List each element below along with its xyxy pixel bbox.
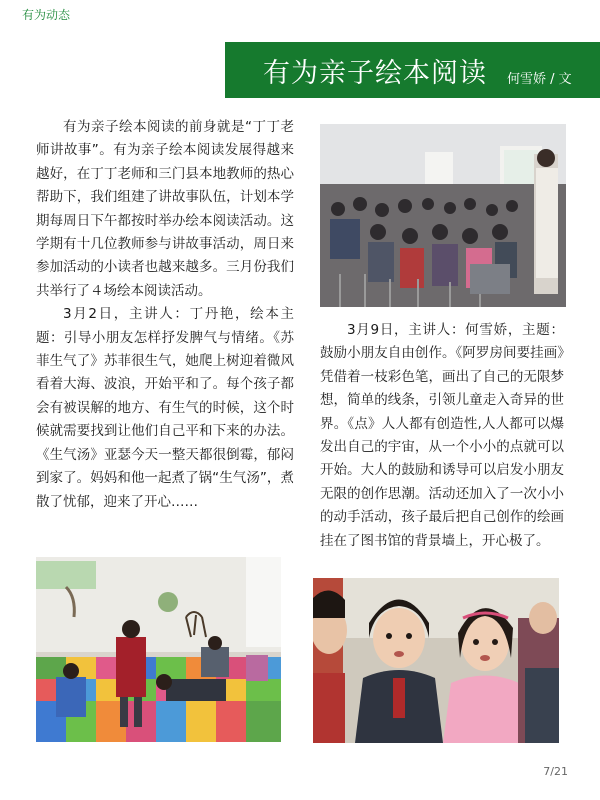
photo-children-closeup: [313, 578, 559, 743]
left-column-text: [36, 116, 294, 546]
article-title: 有为亲子绘本阅读: [263, 57, 487, 89]
right-column-text: [320, 319, 564, 553]
paragraph: 3月2日，主讲人：丁丹艳，绘本主题：引导小朋友怎样抒发脾气与情绪。《苏菲生气了》苏菲很生气，她爬上树迎着微风看着大海、波浪，开始平和了。每个孩子都会有被误解的地方、有生气的时候，这个时候就需要找到让他们自己平和下来的办法。《生气汤》亚瑟今天一整天都很倒霉，郁闷到家了。妈妈和他一起煮了锅“生气汤”，煮散了忧郁，迎来了开心……: [36, 306, 294, 510]
photo-reading-room: [36, 557, 281, 742]
article-author: 何雪娇 / 文: [507, 71, 572, 87]
title-bar: [225, 42, 600, 98]
paragraph: 3月9日，主讲人：何雪娇，主题：鼓励小朋友自由创作。《阿罗房间要挂画》凭借着一枝彩色笔，画出了自己的无限梦想，简单的线条，引领儿童走入奇异的世界。《点》人人都有创造性,人人都可以爆发出自己的宇宙，从一个小小的点就可以开始。大人的鼓励和诱导可以启发小朋友无限的创作思潮。活动还加入了一次小小的动手活动，孩子最后把自己创作的绘画挂在了图书馆的背景墙上，开心极了。: [320, 322, 564, 549]
paragraph: 有为亲子绘本阅读的前身就是“丁丁老师讲故事”。有为亲子绘本阅读发展得越来越好，在丁丁老师和三门县本地教师的热心帮助下，我们组建了讲故事队伍，计划本学期每周日下午都按时举办绘本阅读活动。这学期有十几位教师参与讲故事活动，周日来参加活动的小读者也越来越多。三月份我们共举行了４场绘本阅读活动。: [36, 119, 294, 299]
page-number: 7/21: [543, 765, 568, 778]
photo-classroom-audience: [320, 124, 566, 307]
section-label: 有为动态: [22, 8, 71, 22]
